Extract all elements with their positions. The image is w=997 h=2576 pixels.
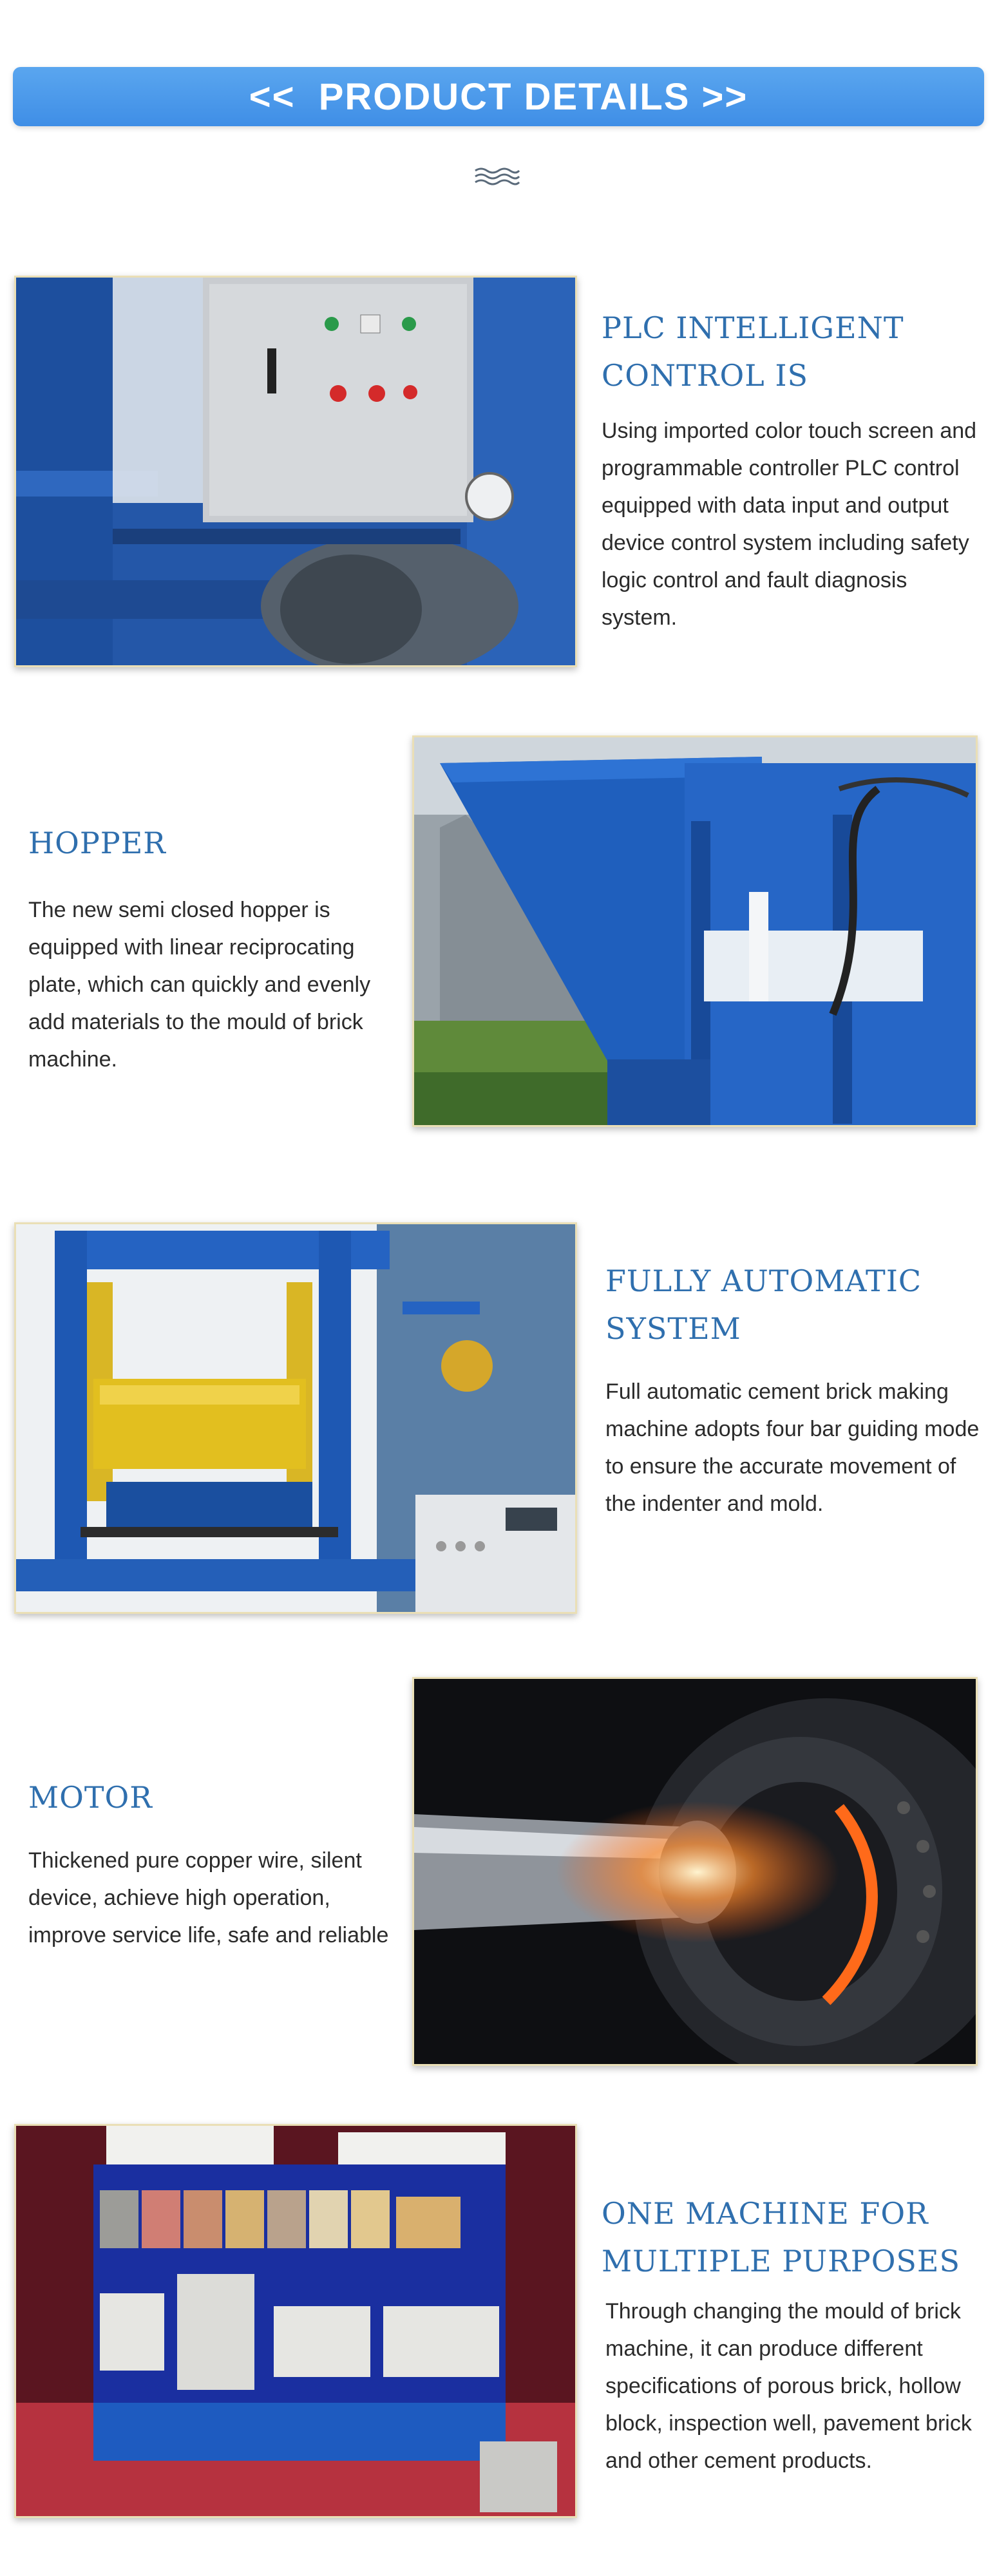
wave-ornament-icon bbox=[473, 165, 522, 187]
feature-title-multipurpose: ONE MACHINE FOR MULTIPLE PURPOSES bbox=[602, 2196, 961, 2278]
feature-title-automatic: FULLY AUTOMATIC SYSTEM bbox=[605, 1264, 922, 1346]
feature-description-plc: Using imported color touch screen and programmable controller PLC control equipped with data input and output device control system including safety logic control and fault diagnosis system. bbox=[602, 419, 977, 630]
feature-title-plc: PLC INTELLIGENT CONTROL IS bbox=[602, 310, 904, 393]
plc-control-cabinet-photo bbox=[14, 276, 577, 667]
feature-title-hopper: HOPPER bbox=[28, 826, 166, 860]
motor-shaft-photo bbox=[412, 1677, 978, 2066]
feature-title-motor: MOTOR bbox=[28, 1780, 153, 1815]
feature-description-motor: Thickened pure copper wire, silent device, achieve high operation, improve service life, safe and reliable bbox=[28, 1848, 389, 1947]
product-details-banner bbox=[13, 67, 984, 126]
feature-description-multipurpose: Through changing the mould of brick machine, it can produce different specifications of porous brick, hollow block, inspection well, pavement brick and other cement products. bbox=[605, 2299, 972, 2473]
banner-title: << PRODUCT DETAILS >> bbox=[249, 75, 748, 118]
automatic-brick-machine-photo bbox=[14, 1222, 577, 1614]
feature-description-hopper: The new semi closed hopper is equipped with linear reciprocating plate, which can quickly and evenly add materials to the mould of brick machine. bbox=[28, 898, 371, 1072]
brick-samples-photo bbox=[14, 2124, 577, 2518]
hopper-photo bbox=[412, 735, 978, 1127]
feature-description-automatic: Full automatic cement brick making machine adopts four bar guiding mode to ensure the accurate movement of the indenter and mold. bbox=[605, 1379, 980, 1516]
